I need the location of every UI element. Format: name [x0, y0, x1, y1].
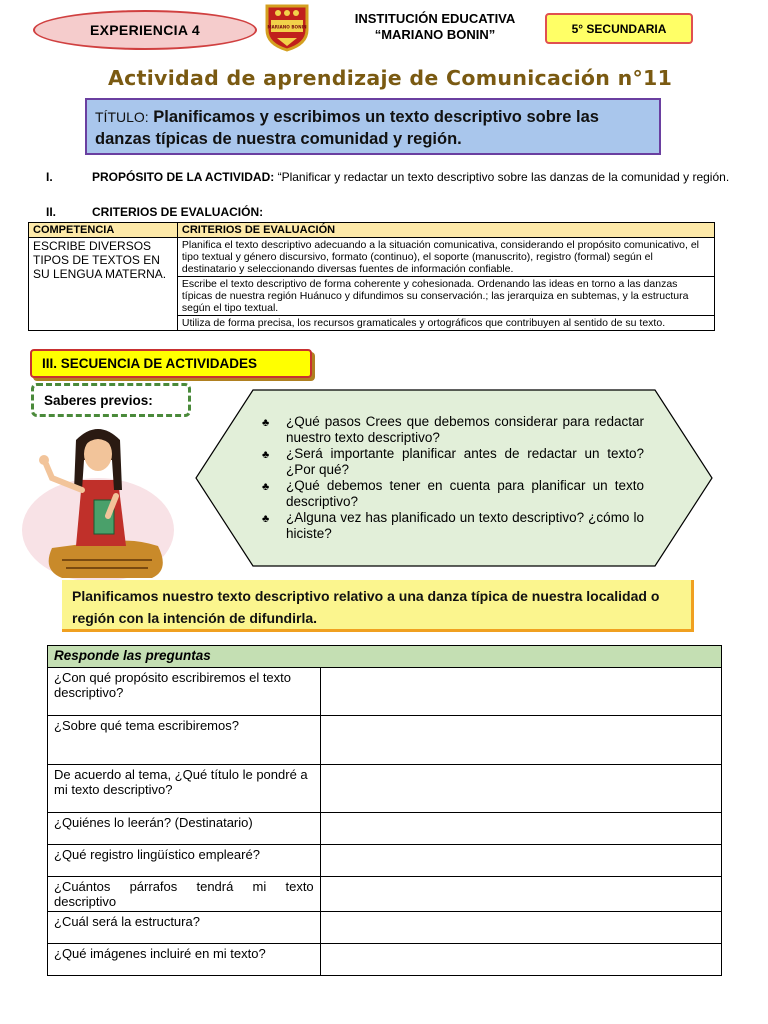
- purpose-body: [92, 170, 768, 185]
- saberes-label: Saberes previos:: [44, 392, 153, 408]
- qa-answer-field[interactable]: [320, 944, 721, 976]
- sequence-heading: [30, 349, 312, 378]
- criterio-cell: Planifica el texto descriptivo adecuando a la situación comunicativa, considerando el propósito comunicativo, el tipo textual y género discursivo, formato (continuo), el soporte (manuscrito), registro (formal) según el destinatario y seleccionando diversas fuentes de información confiable.: [177, 238, 714, 277]
- plan-banner: [62, 580, 694, 632]
- club-icon: ♣: [262, 449, 270, 461]
- criterio-cell: Escribe el texto descriptivo de forma coherente y cohesionada. Ordenando las ideas en torno a las danzas típicas de nuestra región Huánuco y difundimos su conservación.; las jerarquiza en subtemas, y la estructura según el tipo textual.: [177, 277, 714, 316]
- qa-table: [47, 645, 722, 976]
- school-line-2: “MARIANO BONIN”: [374, 27, 496, 42]
- criteria-label: CRITERIOS DE EVALUACIÓN:: [92, 205, 264, 219]
- plan-banner-text: Planificamos nuestro texto descriptivo relativo a una danza típica de nuestra localidad o región con la intención de difundirla.: [72, 588, 660, 626]
- club-icon: ♣: [262, 481, 270, 493]
- titulo-box: [85, 98, 661, 155]
- purpose-number: I.: [46, 170, 53, 184]
- qa-answer-field[interactable]: [320, 912, 721, 944]
- criteria-number: II.: [46, 205, 57, 219]
- school-line-1: INSTITUCIÓN EDUCATIVA: [354, 11, 516, 26]
- qa-question: ¿Quiénes lo leerán? (Destinatario): [48, 813, 321, 845]
- titulo-text: Planificamos y escribimos un texto descriptivo sobre las danzas típicas de nuestra comunidad y región.: [95, 108, 599, 148]
- school-name: [330, 11, 540, 43]
- experience-badge: [33, 10, 257, 50]
- col-competencia-header: COMPETENCIA: [29, 223, 178, 238]
- list-item: [262, 414, 644, 446]
- list-item: [262, 510, 644, 542]
- list-item: [262, 478, 644, 510]
- question-text: ¿Qué debemos tener en cuenta para planificar un texto descriptivo?: [286, 478, 644, 509]
- school-crest-icon: [261, 2, 313, 52]
- grade-badge: [545, 13, 693, 44]
- grade-label: 5° SECUNDARIA: [571, 21, 667, 36]
- qa-answer-field[interactable]: [320, 877, 721, 912]
- crest-text: MARIANO BONIN: [267, 24, 307, 30]
- qa-answer-field[interactable]: [320, 845, 721, 877]
- qa-answer-field[interactable]: [320, 716, 721, 765]
- list-item: [262, 446, 644, 478]
- qa-question: ¿Cuántos párrafos tendrá mi texto descriptivo: [48, 877, 321, 912]
- club-icon: ♣: [262, 513, 270, 525]
- qa-answer-field[interactable]: [320, 765, 721, 813]
- qa-answer-field[interactable]: [320, 668, 721, 716]
- purpose-text: “Planificar y redactar un texto descriptivo sobre las danzas de la comunidad y región.: [277, 170, 730, 184]
- girl-illustration: [22, 420, 174, 582]
- qa-question: ¿Cuál será la estructura?: [48, 912, 321, 944]
- question-text: ¿Alguna vez has planificado un texto descriptivo? ¿cómo lo hiciste?: [286, 510, 644, 541]
- purpose-section: [46, 170, 730, 202]
- col-criterios-header: CRITERIOS DE EVALUACIÓN: [177, 223, 714, 238]
- qa-answer-field[interactable]: [320, 813, 721, 845]
- criterio-cell: Utiliza de forma precisa, los recursos gramaticales y ortográficos que contribuyen al sentido de su texto.: [177, 316, 714, 331]
- criteria-table: [28, 222, 715, 331]
- question-text: ¿Qué pasos Crees que debemos considerar para redactar nuestro texto descriptivo?: [286, 414, 644, 445]
- question-text: ¿Será importante planificar antes de redactar un texto? ¿Por qué?: [286, 446, 644, 477]
- questions-list: [262, 414, 644, 542]
- club-icon: ♣: [262, 417, 270, 429]
- purpose-label: PROPÓSITO DE LA ACTIVIDAD:: [92, 170, 275, 184]
- qa-question: ¿Con qué propósito escribiremos el texto descriptivo?: [48, 668, 321, 716]
- sequence-label: III. SECUENCIA DE ACTIVIDADES: [42, 356, 258, 371]
- qa-question: ¿Qué imágenes incluiré en mi texto?: [48, 944, 321, 976]
- titulo-label: TÍTULO:: [95, 109, 149, 125]
- qa-header: Responde las preguntas: [48, 646, 722, 668]
- qa-question: ¿Sobre qué tema escribiremos?: [48, 716, 321, 765]
- qa-question: De acuerdo al tema, ¿Qué título le pondré a mi texto descriptivo?: [48, 765, 321, 813]
- competencia-cell: ESCRIBE DIVERSOS TIPOS DE TEXTOS EN SU LENGUA MATERNA.: [29, 238, 178, 331]
- criteria-heading: [46, 205, 446, 221]
- experience-label: EXPERIENCIA 4: [90, 22, 200, 38]
- activity-title: Actividad de aprendizaje de Comunicación n°11: [108, 66, 673, 90]
- qa-question: ¿Qué registro lingüístico emplearé?: [48, 845, 321, 877]
- saberes-box: [31, 383, 191, 417]
